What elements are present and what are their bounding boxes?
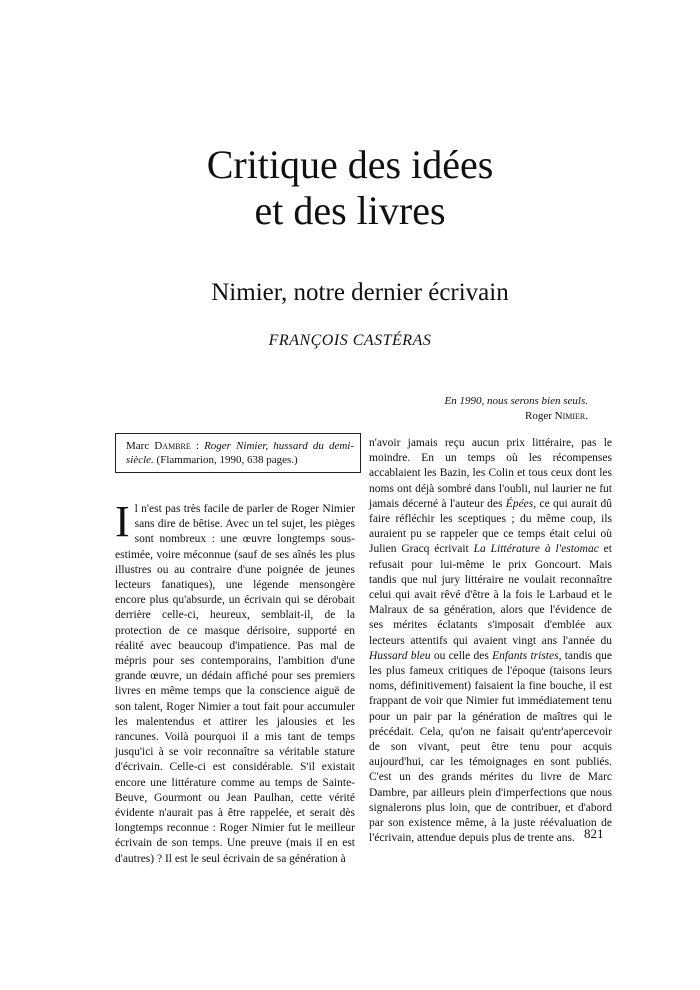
section-title-line1: Critique des idées [206, 142, 494, 187]
epigraph-attribution [288, 409, 588, 424]
col2-title-litterature: La Littérature à l'estomac [473, 543, 599, 556]
book-reference-box [115, 433, 361, 473]
section-title-line2: et des livres [254, 188, 446, 233]
epigraph-attribution-first: Roger [525, 410, 555, 422]
body-paragraph-1: l n'est pas très facile de parler de Roger Nimier sans dire de bêtise. Avec un tel sujet, les pièges sont nombreux : une œuvre longtemps sous-estimée, voire méconnue (sauf de ses aînés les plus illustres ou au contraire d'une poignée de jeunes lecteurs fanatiques), une légende mensongère encore plus qu'absurde, un écrivain qui se dérobait derrière celle-ci, heureux, semblait-il, de la protection de ce masque dérisoire, supporté en réalité avec beaucoup d'impatience. Pas mal de mépris pour ses contemporains, l'ambition d'une grande œuvre, un dédain affiché pour ses premiers livres en même temps que la conscience aiguë de son talent, Roger Nimier a tout fait pour accumuler les malentendus et attirer les jalousies et les rancunes. Voilà pourquoi il a mis tant de temps jusqu'ici à se voir reconnaître sa véritable stature d'écrivain. Celle-ci est considérable. S'il existait encore une littérature comme au temps de Sainte-Beuve, Gourmont ou Jean Paulhan, cette vérité évidente n'aurait pas à être rappelée, et serait dès longtemps reconnue : Roger Nimier fut le meilleur écrivain de son temps. Une preuve (mais il en est d'autres) ? Il est le seul écrivain de sa génération à [115, 503, 355, 865]
body-column-left [115, 497, 355, 867]
col2-segment-4: ou celle des [430, 649, 493, 662]
body-column-right [369, 436, 612, 846]
reference-author-last: Dambre [154, 440, 191, 452]
reference-details: (Flammarion, 1990, 638 pages.) [153, 454, 298, 466]
article-title: Nimier, notre dernier écrivain [211, 279, 509, 306]
epigraph [288, 394, 588, 424]
page-number: 821 [584, 826, 604, 841]
col2-title-epees: Épées, [505, 497, 537, 510]
col2-title-hussard: Hussard bleu [369, 649, 431, 662]
col2-segment-1: n'avoir jamais reçu aucun prix littéraire, pas le moindre. En un temps où les récompenses accablaient les Bazin, les Colin et tous ceux dont les noms ont déjà sombré dans l'oubli, nul laurier ne fut jamais décerné à l'auteur des [369, 437, 612, 510]
col2-segment-2: ce qui aurait dû faire réfléchir les sceptiques ; du même coup, ils auraient pu se rappeler que ce temps était celui où Julien Gracq écrivait [369, 497, 612, 556]
reference-book-title: Roger Nimier, hussard du demi-siècle. [126, 440, 355, 466]
reference-separator: : [190, 440, 205, 452]
epigraph-quote: En 1990, nous serons bien seuls. [444, 395, 588, 407]
col2-title-enfants: Enfants tristes, [492, 649, 562, 662]
epigraph-attribution-last: Nimier. [554, 410, 588, 422]
drop-cap: I [115, 497, 130, 546]
col2-segment-3: et refusait pour lui-même le prix Goncourt. Mais tandis que nul jury littéraire ne voulait reconnaître celui qui avait rêvé d'être à la fois le Larbaud et le Malraux de sa génération, alors que l'évidence de ses mérites éclatants s'imposait d'emblée aux lecteurs attentifs qui avaient vingt ans l'année du [369, 543, 612, 647]
article-author: FRANÇOIS CASTÉRAS [268, 332, 432, 349]
col2-segment-5: tandis que les plus fameux critiques de l'époque (taisons leurs noms, définitivement) faisaient la fine bouche, il est frappant de voir que Nimier fut immédiatement tenu pour un pair par la génération de maîtres qui le précédait. Cela, qu'on ne faisait qu'entr'apercevoir de son vivant, peut être tenu pour acquis aujourd'hui, car les témoignages en sont publiés. C'est un des grands mérites du livre de Marc Dambre, par ailleurs plein d'imperfections que nous signalerons plus loin, que de contribuer, et d'abord par son existence même, à la juste réévaluation de l'écrivain, attendue depuis plus de trente ans. [369, 649, 612, 845]
reference-author-first: Marc [126, 440, 155, 452]
